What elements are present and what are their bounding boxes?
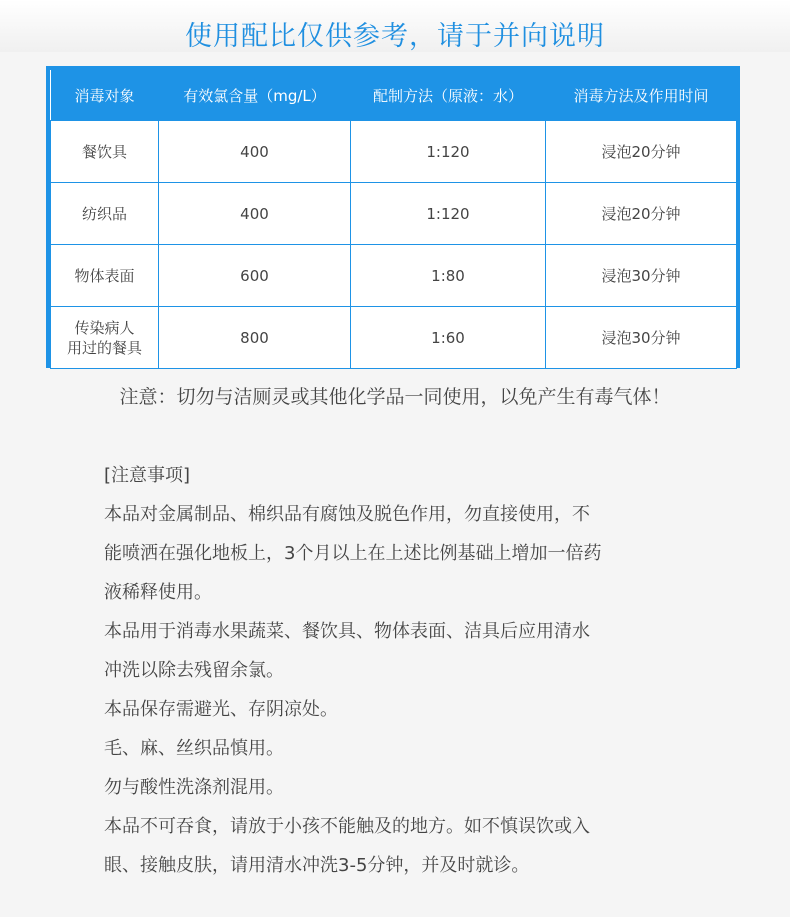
cell-ratio: 1:80 (351, 245, 546, 307)
cell-object-line2: 用过的餐具 (66, 338, 142, 357)
notes-line: 能喷洒在强化地板上，3个月以上在上述比例基础上增加一倍药 (104, 543, 602, 564)
cell-ratio: 1:120 (351, 121, 546, 183)
notes-line: 眼、接触皮肤，请用清水冲洗3-5分钟，并及时就诊。 (104, 855, 530, 876)
notes-line: 冲洗以除去残留余氯。 (104, 660, 284, 681)
notes-line: 毛、麻、丝织品慎用。 (104, 738, 284, 759)
table-row (51, 245, 737, 307)
dilution-table (50, 70, 737, 369)
notes-line: 本品用于消毒水果蔬菜、餐饮具、物体表面、洁具后应用清水 (104, 621, 590, 642)
notes-line: 液稀释使用。 (104, 582, 212, 603)
cell-method: 浸泡20分钟 (546, 183, 737, 245)
header-ratio: 配制方法（原液：水） (351, 70, 546, 121)
dilution-table-frame (46, 66, 740, 368)
cell-ratio: 1:120 (351, 183, 546, 245)
header-method: 消毒方法及作用时间 (546, 70, 737, 121)
notes-section (104, 456, 714, 885)
notes-line: 勿与酸性洗涤剂混用。 (104, 777, 284, 798)
page-title: 使用配比仅供参考，请于并向说明 (185, 21, 605, 52)
cell-object-line1: 传染病人 (74, 318, 135, 337)
cell-object: 餐饮具 (51, 121, 159, 183)
cell-chlorine: 600 (159, 245, 351, 307)
table-header-row (51, 70, 737, 121)
table-row (51, 307, 737, 369)
cell-method: 浸泡20分钟 (546, 121, 737, 183)
table-row (51, 183, 737, 245)
cell-object (51, 307, 159, 369)
notes-line: 本品不可吞食，请放于小孩不能触及的地方。如不慎误饮或入 (104, 816, 590, 837)
cell-object: 纺织品 (51, 183, 159, 245)
cell-ratio: 1:60 (351, 307, 546, 369)
cell-chlorine: 400 (159, 121, 351, 183)
warning-text: 注意：切勿与洁厕灵或其他化学品一同使用，以免产生有毒气体！ (119, 386, 671, 408)
cell-method: 浸泡30分钟 (546, 307, 737, 369)
cell-method: 浸泡30分钟 (546, 245, 737, 307)
header-object: 消毒对象 (51, 70, 159, 121)
notes-line: 本品对金属制品、棉织品有腐蚀及脱色作用，勿直接使用，不 (104, 504, 590, 525)
cell-chlorine: 400 (159, 183, 351, 245)
notes-heading: [注意事项] (104, 465, 191, 486)
cell-object: 物体表面 (51, 245, 159, 307)
cell-chlorine: 800 (159, 307, 351, 369)
table-row (51, 121, 737, 183)
header-chlorine: 有效氯含量（mg/L） (159, 70, 351, 121)
notes-line: 本品保存需避光、存阴凉处。 (104, 699, 338, 720)
